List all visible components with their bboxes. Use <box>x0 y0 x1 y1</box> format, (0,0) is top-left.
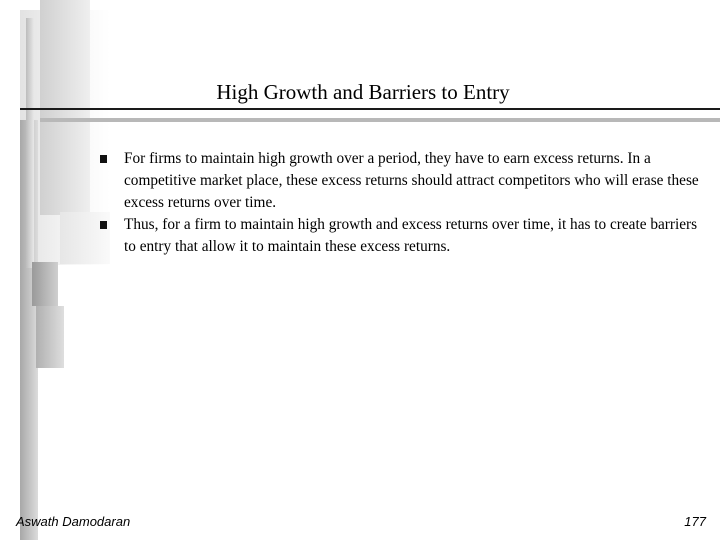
footer-author: Aswath Damodaran <box>16 514 131 529</box>
page-number: 177 <box>684 514 706 529</box>
bullet-list <box>100 148 700 258</box>
bullet-text: Thus, for a firm to maintain high growth and excess returns over time, it has to create barriers to entry that allow it to maintain these excess returns. <box>124 216 698 255</box>
decorative-block-dark <box>32 262 58 306</box>
square-bullet-icon <box>100 221 107 229</box>
decorative-bar-upper <box>26 18 34 268</box>
square-bullet-icon <box>100 155 107 163</box>
bullet-item <box>100 214 700 258</box>
slide-title: High Growth and Barriers to Entry <box>216 80 510 104</box>
title-divider-line <box>20 108 720 110</box>
bullet-item <box>100 148 700 214</box>
bullet-text: For firms to maintain high growth over a period, they have to earn excess returns. In a competitive market place, these excess returns should attract competitors who will erase these excess returns over time. <box>124 150 699 211</box>
decorative-block-lower <box>36 306 64 368</box>
title-divider-shadow <box>40 118 720 122</box>
